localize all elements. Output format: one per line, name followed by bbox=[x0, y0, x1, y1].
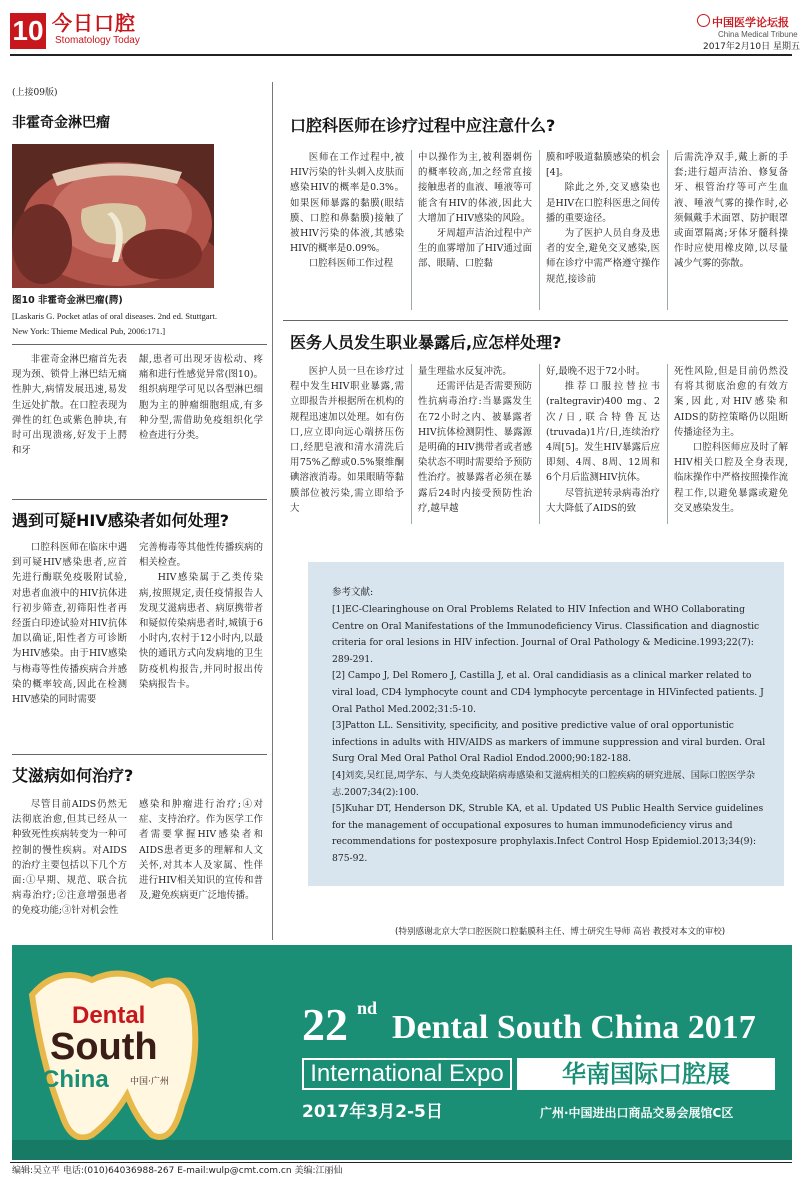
globe-icon bbox=[697, 14, 710, 27]
section-title: 今日口腔 bbox=[52, 11, 136, 35]
column-divider bbox=[272, 82, 273, 940]
ad-date: 2017年3月2-5日 bbox=[302, 1102, 443, 1122]
acknowledgement: (特别感谢北京大学口腔医院口腔黏膜科主任、博士研究生导师 高岩 教授对本文的审校) bbox=[395, 927, 726, 937]
article3-col2: 完善梅毒等其他性传播疾病的相关检查。 HIV感染属于乙类传染病,按照规定,责任疫情报告人发现艾滋病患者、病原携带者和疑似传染病患者时,城镇于6小时内,农村于12小时内,以最快的通讯方式向发病地的卫生防疫机构报告,并同时报出传染病报告卡。 bbox=[139, 540, 263, 740]
issue-date: 2017年2月10日 星期五 bbox=[703, 42, 800, 52]
ad-venue: 广州·中国进出口商品交易会展馆C区 bbox=[540, 1106, 734, 1120]
footer-rule bbox=[10, 1162, 792, 1163]
article2-col1: 医护人员一旦在诊疗过程中发生HIV职业暴露,需立即报告并根据所在机构的规程迅速加以处理。如有伤口,应立即向远心端挤压伤口,经肥皂液和清水清洗后用75%乙醇或0.5%聚维酮碘溶液消毒。如果眼睛等黏膜部位被污染,需立即给予大 bbox=[290, 366, 404, 514]
expo-advertisement[interactable] bbox=[12, 945, 792, 1160]
article2-col3: 好,最晚不迟于72小时。 推荐口服拉替拉韦(raltegravir)400 mg、2次/日,联合特鲁瓦达(truvada)1片/日,连续治疗4周[5]。发生HIV暴露后应即刻、4周、8周、12周和6个月后监测HIV抗体。 尽管抗逆转录病毒治疗大大降低了AIDS的致 bbox=[546, 364, 660, 529]
divider bbox=[12, 344, 267, 345]
ad-edition: 22 bbox=[302, 999, 348, 1050]
divider bbox=[12, 754, 267, 755]
continued-note: (上接09版) bbox=[12, 88, 58, 98]
paragraph: HIV感染属于乙类传染病,按照规定,责任疫情报告人发现艾滋病患者、病原携带者和疑似传染病患者时,城镇于6小时内,农村于12小时内,以最快的通讯方式向发病地的卫生防疫机构报告,并同时报出传染病报告卡。 bbox=[139, 572, 263, 690]
publication-name-en: China Medical Tribune bbox=[718, 30, 798, 39]
article1-col3: 膜和呼吸道黏膜感染的机会[4]。 除此之外,交叉感染也是HIV在口腔科医患之间传播的重要途径。 为了医护人员自身及患者的安全,避免交叉感染,医师在诊疗中需严格遵守操作规范,接诊前 bbox=[546, 150, 660, 315]
page-number: 10 bbox=[10, 13, 46, 49]
paragraph: 口腔科医师应及时了解HIV相关口腔及全身表现,临床操作中严格按照操作流程工作,以避免暴露或避免交叉感染发生。 bbox=[674, 442, 788, 514]
ad-edition-suffix: nd bbox=[357, 998, 378, 1018]
nhl-text-col2: 龈,患者可出现牙齿松动、疼痛和进行性感觉异常(图10)。组织病理学可见以各型淋巴细胞为主的肿瘤细胞组成,有多种分型,需借助免疫组织化学检查进行分类。 bbox=[139, 354, 263, 442]
article2-col4: 死性风险,但是目前仍然没有将其彻底治愈的有效方案,因此,对HIV感染和AIDS的防控策略仍以阻断传播途径为主。 口腔科医师应及时了解HIV相关口腔及全身表现,临床操作中严格按照操作流程工作,以避免暴露或避免交叉感染发生。 bbox=[674, 364, 788, 529]
column-divider bbox=[667, 150, 668, 310]
references-list bbox=[332, 602, 770, 882]
header-rule bbox=[10, 54, 792, 56]
lymphoma-photo bbox=[12, 144, 214, 288]
paragraph: 口腔科医师工作过程 bbox=[308, 258, 394, 270]
article1-col4: 后需洗净双手,戴上新的手套;进行超声洁治、修复备牙、根管治疗等可产生血液、唾液气雾的操作时,必须佩戴手术面罩、防护眼罩或面罩隔离;牙体牙髓科操作时应使用橡皮障,以尽量减少气雾的弥散。 bbox=[674, 152, 788, 270]
divider bbox=[283, 320, 788, 321]
reference-item: [3]Patton LL. Sensitivity, specificity, and positive predictive value of oral opportunistic infections in adults with HIV/AIDS as markers of immune suppression and viral burden. Oral Surg Oral Med Oral Pathol Oral Radiol Endod.2000;90:182-188. bbox=[332, 720, 766, 765]
article1-col2: 中以操作为主,被利器刺伤的概率较高,加之经常直接接触患者的血液、唾液等可能含有HIV的体液,因此大大增加了HIV感染的风险。 牙周超声洁治过程中产生的血雾增加了HIV通过面部、眼睛、口腔黏 bbox=[418, 150, 532, 315]
column-divider bbox=[411, 150, 412, 310]
section-title-en: Stomatology Today bbox=[55, 35, 140, 46]
paragraph: 除此之外,交叉感染也是HIV在口腔科医患之间传播的重要途径。 bbox=[546, 182, 660, 224]
article2-col2: 量生理盐水反复冲洗。 还需评估是否需要预防性抗病毒治疗:当暴露发生在72小时之内、被暴露者HIV抗体检测阴性、暴露源是明确的HIV携带者或者感染状态不明时需要给予预防性治疗。被暴露者必须在暴露后24时内接受预防性治疗,越早越 bbox=[418, 364, 532, 529]
reference-item: [2] Campo J, Del Romero J, Castilla J, et al. Oral candidiasis as a clinical marker related to viral load, CD4 lymphocyte count and CD4 lymphocyte percentage in HIVinfected patients. J Oral Pathol Med.2002;31:5-10. bbox=[332, 670, 764, 715]
publication-name: 中国医学论坛报 bbox=[712, 16, 789, 29]
reference-item: [1]EC-Clearinghouse on Oral Problems Related to HIV Infection and WHO Collaborating Centre on Oral Manifestations of the Immunodeficiency Virus. Classification and diagnostic criteria for oral lesions in HIV infection. Journal of Oral Pathology & Medicine.1993;22(7): 289-291. bbox=[332, 604, 760, 665]
ad-subtitle-en: International Expo bbox=[302, 1058, 512, 1090]
ad-subtitle-cn: 华南国际口腔展 bbox=[517, 1058, 775, 1090]
references-heading: 参考文献: bbox=[332, 587, 374, 598]
article4-col2: 感染和肿瘤进行治疗;④对症、支持治疗。作为医学工作者需要掌握HIV感染者和AIDS患者更多的理解和人文关怀,对其本人及家属、性伴进行HIV相关知识的宣传和普及,避免疾病更广泛地传播。 bbox=[139, 799, 263, 902]
references-box bbox=[308, 562, 784, 886]
ad-logo-china: China bbox=[42, 1066, 109, 1093]
article4-col1: 尽管目前AIDS仍然无法彻底治愈,但其已经从一种致死性疾病转变为一种可控制的慢性疾病。对AIDS的治疗主要包括以下几个方面:①早期、规范、联合抗病毒治疗;②注意增强患者的免疫功能;③针对机会性 bbox=[12, 799, 127, 917]
article1-col1: 医师在工作过程中,被HIV污染的针头刺入皮肤而感染HIV的概率是0.3%。如果医师暴露的黏膜(眼结膜、口腔和鼻黏膜)接触了被HIV污染的体液,其感染HIV的概率是0.09%。 口腔科医师工作过程 bbox=[290, 150, 404, 315]
article2-title: 医务人员发生职业暴露后,应怎样处理? bbox=[290, 333, 562, 352]
paragraph: 推荐口服拉替拉韦(raltegravir)400 mg、2次/日,联合特鲁瓦达(truvada)1片/日,连续治疗4周[5]。发生HIV暴露后应即刻、4周、8周、12周和6个月后监测HIV抗体。 bbox=[546, 381, 660, 484]
divider bbox=[12, 499, 267, 500]
footer-credits: 编辑:吴立平 电话:(010)64036988-267 E-mail:wulp@cmt.com.cn 美编:江丽仙 bbox=[12, 1166, 343, 1176]
ad-logo-dental: Dental bbox=[72, 1002, 146, 1029]
reference-item: [5]Kuhar DT, Henderson DK, Struble KA, et al. Updated US Public Health Service guidelines for the management of occupational exposures to human immunodeficiency virus and recommendations for postexposure prophylaxis.Infect Control Hosp Epidemiol.2013;34(9): 875-92. bbox=[332, 803, 764, 864]
paragraph: 尽管抗逆转录病毒治疗大大降低了AIDS的致 bbox=[546, 487, 660, 514]
column-divider bbox=[539, 150, 540, 310]
article3-col1: 口腔科医师在临床中遇到可疑HIV感染患者,应首先进行酶联免疫吸附试验,对患者血液中的HIV抗体进行初步筛查,初筛阳性者再经蛋白印迹试验对HIV抗体加以确证,阳性者方可诊断为HIV感染。由于HIV感染与梅毒等性传播疾病合并感染的概率较高,因此在检测HIV感染的同时需要 bbox=[12, 542, 127, 706]
photo-citation: [Laskaris G. Pocket atlas of oral diseases. 2nd ed. Stuttgart. New York: Thieme Medical Pub, 2006:171.] bbox=[12, 311, 217, 336]
ad-logo-south: South bbox=[50, 1026, 158, 1068]
photo-caption: 图10 非霍奇金淋巴瘤(腭) bbox=[12, 295, 123, 306]
column-divider bbox=[539, 364, 540, 524]
column-divider bbox=[411, 364, 412, 524]
photo-section-title: 非霍奇金淋巴瘤 bbox=[12, 115, 110, 131]
paragraph: 牙周超声洁治过程中产生的血雾增加了HIV通过面部、眼睛、口腔黏 bbox=[418, 228, 532, 270]
paragraph: 还需评估是否需要预防性抗病毒治疗:当暴露发生在72小时之内、被暴露者HIV抗体检测阴性、暴露源是明确的HIV携带者或者感染状态不明时需要给予预防性治疗。被暴露者必须在暴露后24时内接受预防性治疗,越早越 bbox=[418, 381, 532, 514]
ad-title: Dental South China 2017 bbox=[392, 1009, 756, 1046]
nhl-text-col1: 非霍奇金淋巴瘤首先表现为颈、锁骨上淋巴结无痛性肿大,病情发展迅速,易发生远处扩散。在口腔表现为弹性的红色或紫色肿块,有时可出现溃疡,好发于上腭和牙 bbox=[12, 354, 127, 457]
palate-lesion-image bbox=[12, 144, 214, 288]
article1-title: 口腔科医师在诊疗过程中应注意什么? bbox=[290, 116, 556, 135]
paragraph: 为了医护人员自身及患者的安全,避免交叉感染,医师在诊疗中需严格遵守操作规范,接诊前 bbox=[546, 228, 660, 285]
column-divider bbox=[667, 364, 668, 524]
article3-title: 遇到可疑HIV感染者如何处理? bbox=[12, 511, 230, 530]
article4-title: 艾滋病如何治疗? bbox=[12, 766, 134, 785]
ad-logo-city: 中国·广州 bbox=[130, 1077, 169, 1087]
reference-item: [4]刘奕,吴红昆,周学东、与人类免疫缺陷病毒感染和艾滋病相关的口腔疾病的研究进展、国际口腔医学杂志.2007;34(2):100. bbox=[332, 769, 756, 798]
